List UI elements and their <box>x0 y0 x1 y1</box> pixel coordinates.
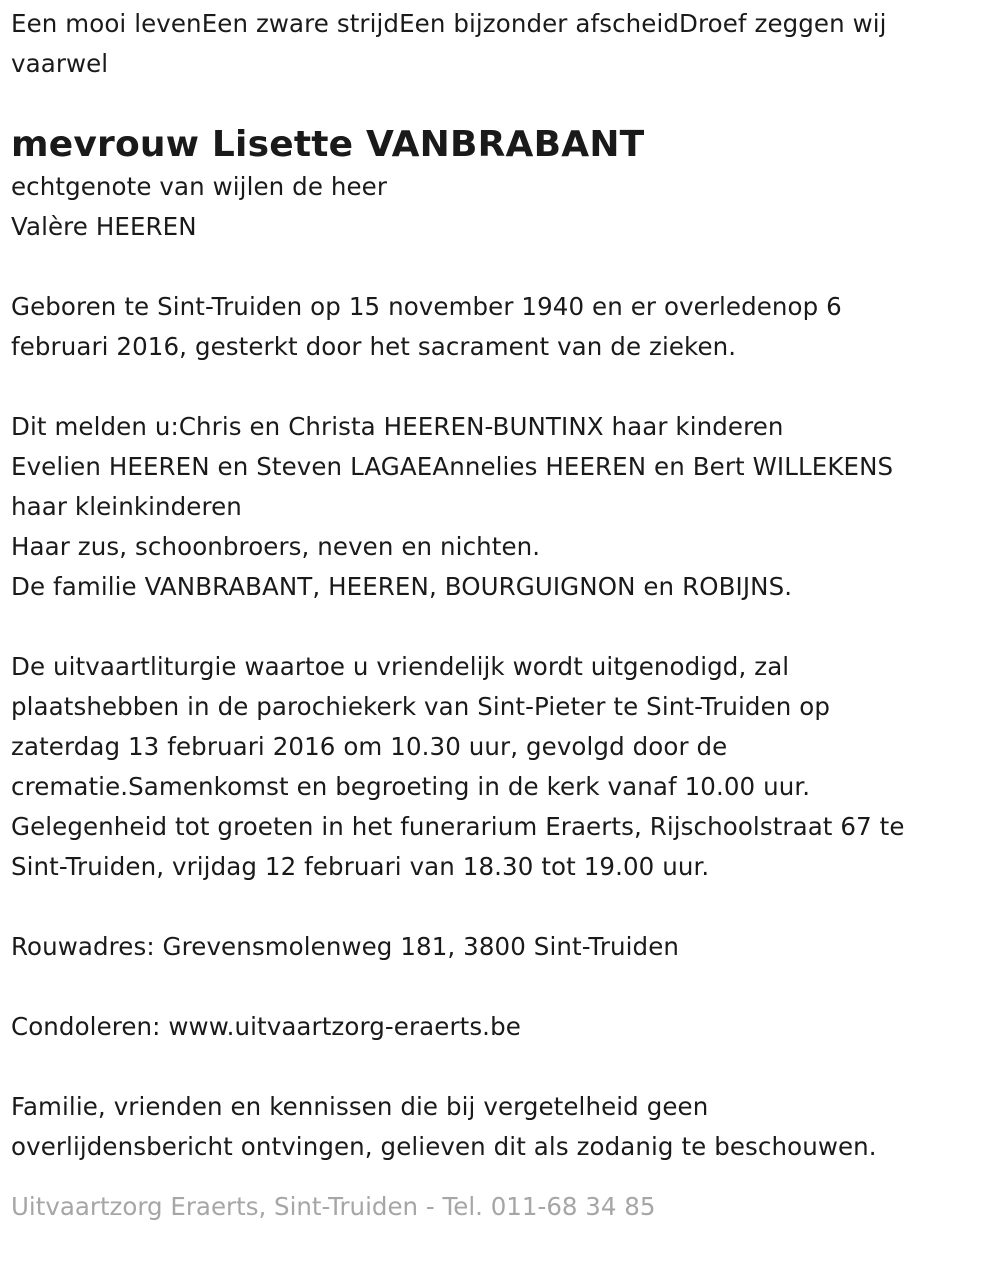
notice-line: overlijdensbericht ontvingen, gelieven dit als zodanig te beschouwen. <box>11 1132 877 1161</box>
intro-line: Een mooi levenEen zware strijdEen bijzonder afscheidDroef zeggen wij <box>11 9 887 38</box>
family-line: Dit melden u:Chris en Christa HEEREN-BUNTINX haar kinderen <box>11 412 784 441</box>
funeral-line: crematie.Samenkomst en begroeting in de kerk vanaf 10.00 uur. <box>11 772 811 801</box>
family-line: Evelien HEEREN en Steven LAGAEAnnelies HEEREN en Bert WILLEKENS <box>11 452 894 481</box>
intro-verse <box>11 4 991 84</box>
family-line: Haar zus, schoonbroers, neven en nichten. <box>11 532 541 561</box>
birth-death-line: Geboren te Sint-Truiden op 15 november 1940 en er overledenop 6 <box>11 292 842 321</box>
notice-block <box>11 1087 991 1167</box>
funeral-home-footer: Uitvaartzorg Eraerts, Sint-Truiden - Tel. 011-68 34 85 <box>11 1192 656 1221</box>
birth-death-block <box>11 287 991 367</box>
relation-line: Valère HEEREN <box>11 212 197 241</box>
funeral-block <box>11 647 991 887</box>
funeral-line: Gelegenheid tot groeten in het funerarium Eraerts, Rijschoolstraat 67 te <box>11 812 905 841</box>
relation-block <box>11 167 991 247</box>
birth-death-line: februari 2016, gesterkt door het sacrament van de zieken. <box>11 332 737 361</box>
funeral-line: De uitvaartliturgie waartoe u vriendelijk wordt uitgenodigd, zal <box>11 652 790 681</box>
funeral-line: zaterdag 13 februari 2016 om 10.30 uur, gevolgd door de <box>11 732 728 761</box>
deceased-name: mevrouw Lisette VANBRABANT <box>11 124 645 165</box>
condolence-link[interactable]: Condoleren: www.uitvaartzorg-eraerts.be <box>11 1012 521 1041</box>
obituary-document <box>11 4 991 1227</box>
relation-line: echtgenote van wijlen de heer <box>11 172 388 201</box>
funeral-line: plaatshebben in de parochiekerk van Sint-Pieter te Sint-Truiden op <box>11 692 831 721</box>
funeral-line: Sint-Truiden, vrijdag 12 februari van 18.30 tot 19.00 uur. <box>11 852 710 881</box>
family-line: haar kleinkinderen <box>11 492 242 521</box>
mourning-address: Rouwadres: Grevensmolenweg 181, 3800 Sint-Truiden <box>11 932 680 961</box>
intro-line: vaarwel <box>11 49 109 78</box>
family-line: De familie VANBRABANT, HEEREN, BOURGUIGNON en ROBIJNS. <box>11 572 793 601</box>
family-block <box>11 407 991 607</box>
notice-line: Familie, vrienden en kennissen die bij vergetelheid geen <box>11 1092 709 1121</box>
